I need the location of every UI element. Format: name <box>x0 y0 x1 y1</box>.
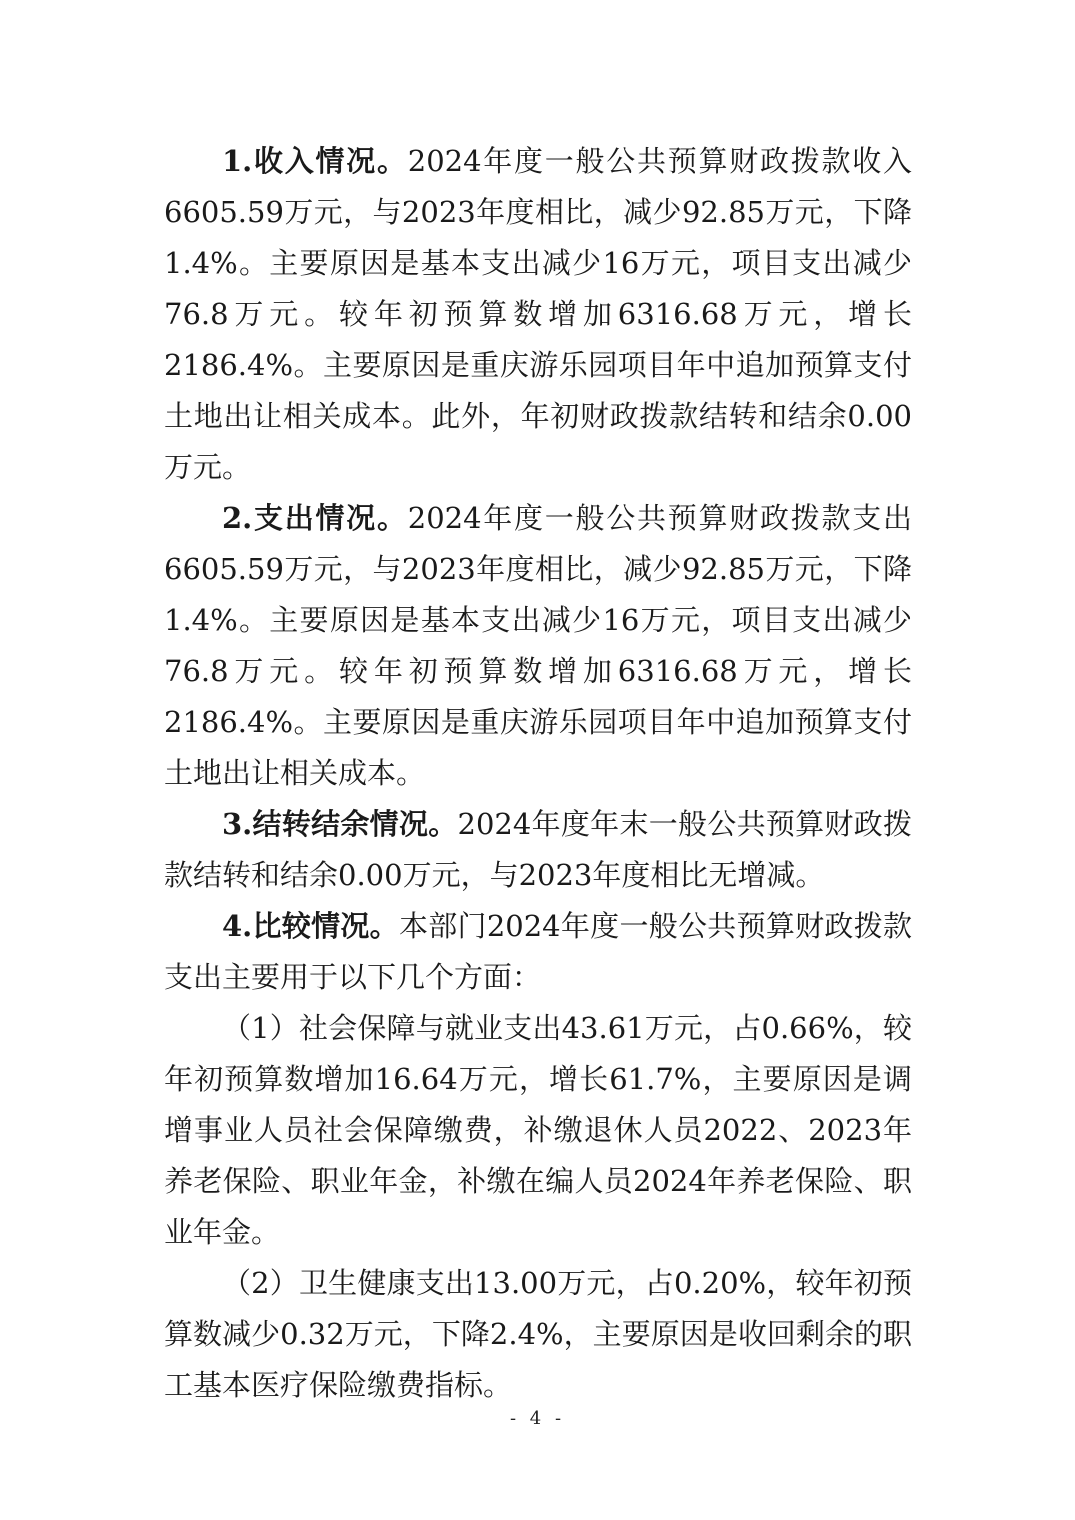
paragraph-expenditure <box>164 493 912 799</box>
paragraph-text: （2）卫生健康支出13.00万元，占0.20%，较年初预算数减少0.32万元，下降2.4%，主要原因是收回剩余的职工基本医疗保险缴费指标。 <box>164 1266 912 1402</box>
paragraph-text: 2024年度一般公共预算财政拨款支出6605.59万元，与2023年度相比，减少92.85万元，下降1.4%。主要原因是基本支出减少16万元，项目支出减少76.8万元。较年初预算数增加6316.68万元，增长2186.4%。主要原因是重庆游乐园项目年中追加预算支付土地出让相关成本。 <box>164 501 912 790</box>
paragraph-item-social-security <box>164 1003 912 1258</box>
paragraph-text: （1）社会保障与就业支出43.61万元，占0.66%，较年初预算数增加16.64万元，增长61.7%，主要原因是调增事业人员社会保障缴费，补缴退休人员2022、2023年养老保险、职业年金，补缴在编人员2024年养老保险、职业年金。 <box>164 1011 912 1249</box>
paragraph-text: 2024年度一般公共预算财政拨款收入6605.59万元，与2023年度相比，减少92.85万元，下降1.4%。主要原因是基本支出减少16万元，项目支出减少76.8万元。较年初预算数增加6316.68万元，增长2186.4%。主要原因是重庆游乐园项目年中追加预算支付土地出让相关成本。此外，年初财政拨款结转和结余0.00万元。 <box>164 144 912 484</box>
paragraph-heading: 1.收入情况。 <box>222 144 408 178</box>
paragraph-carryover <box>164 799 912 901</box>
paragraph-comparison <box>164 901 912 1003</box>
paragraph-heading: 3.结转结余情况。 <box>222 807 458 841</box>
paragraph-text: 本部门2024年度一般公共预算财政拨款支出主要用于以下几个方面： <box>164 909 912 994</box>
paragraph-text: 2024年度年末一般公共预算财政拨款结转和结余0.00万元，与2023年度相比无增减。 <box>164 807 912 892</box>
paragraph-item-health <box>164 1258 912 1411</box>
paragraph-heading: 2.支出情况。 <box>222 501 408 535</box>
paragraph-heading: 4.比较情况。 <box>222 909 399 943</box>
paragraph-income <box>164 136 912 493</box>
document-body <box>164 136 912 1411</box>
page-number: - 4 - <box>509 1408 566 1429</box>
